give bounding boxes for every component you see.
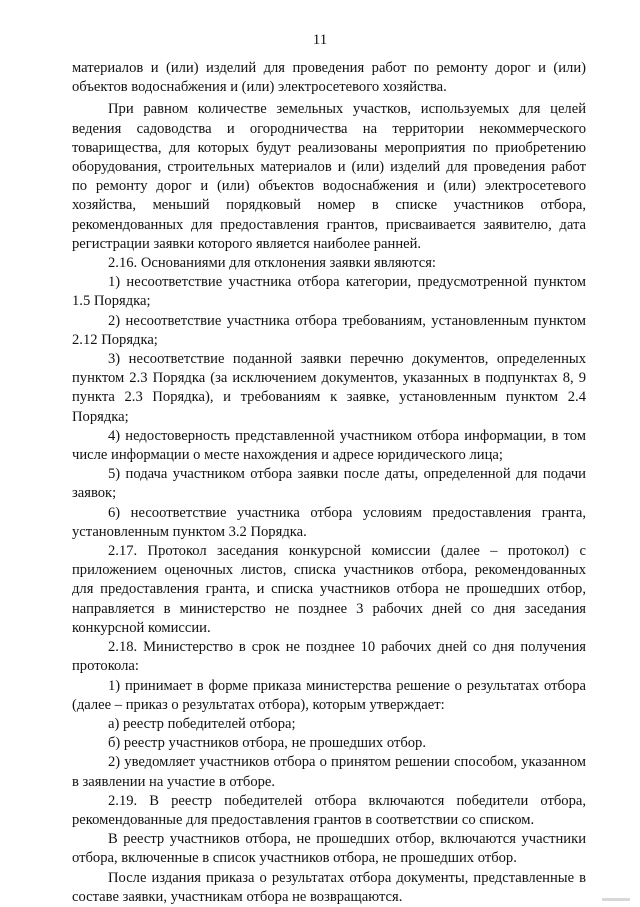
paragraph-2-19-registry: 2.19. В реестр победителей отбора включаются победители отбора, рекомендованные для предоставления грантов в соответствии со списком. [72, 792, 586, 828]
scan-mark [602, 898, 630, 901]
document-body [72, 59, 586, 907]
list-item-ministry-1: 1) принимает в форме приказа министерства решение о результатах отбора (далее – приказ о результатах отбора), которым утверждает: [72, 677, 586, 713]
paragraph-2-18-ministry: 2.18. Министерство в срок не позднее 10 рабочих дней со дня получения протокола: [72, 639, 586, 675]
list-item-rejection-4: 4) недостоверность представленной участником отбора информации, в том числе информации о месте нахождения и адресе юридического лица; [72, 427, 586, 464]
paragraph-2-17-protocol: 2.17. Протокол заседания конкурсной комиссии (далее – протокол) с приложением оценочных листов, списка участников отбора, рекомендованных для предоставления гранта, и списка участников отбора не прошедших отбор, направляется в министерство не позднее 3 рабочих дней со дня заседания конкурсной комиссии. [72, 543, 586, 636]
list-item-rejection-3: 3) несоответствие поданной заявки перечню документов, определенных пунктом 2.3 Порядка (за исключением документов, указанных в подпунктах 8, 9 пункта 2.3 Порядка), и требованиям к заявке, установленным пунктом 2.4 Порядка; [72, 351, 586, 425]
list-item-rejection-6: 6) несоответствие участника отбора условиям предоставления гранта, установленным пунктом 3.2 Порядка. [72, 504, 586, 540]
list-item-ministry-2: 2) уведомляет участников отбора о принятом решении способом, указанном в заявлении на участие в отборе. [72, 754, 586, 790]
paragraph-equal-area-rule: При равном количестве земельных участков, используемых для целей ведения садоводства и огородничества на территории некоммерческого товарищества, для которых будут реализованы мероприятия по приобретению оборудования, строительных материалов и (или) изделий для проведения работ по ремонту дорог и (или) объектов водоснабжения и (или) электросетевого хозяйства, меньший порядковый номер в списке участников отбора, рекомендованных для предоставления грантов, присваивается заявителю, дата регистрации заявки которого является наиболее ранней. [72, 101, 586, 252]
list-item-rejection-5: 5) подача участником отбора заявки после даты, определенной для подачи заявок; [72, 466, 586, 502]
paragraph-registry-non-passed: В реестр участников отбора, не прошедших отбор, включаются участники отбора, включенные в список участников отбора, не прошедших отбор. [72, 831, 586, 867]
paragraph-2-16-heading: 2.16. Основаниями для отклонения заявки являются: [108, 255, 436, 272]
list-item-ministry-1a: а) реестр победителей отбора; [108, 715, 296, 732]
paragraph-continuation: материалов и (или) изделий для проведения работ по ремонту дорог и (или) объектов водоснабжения и (или) электросетевого хозяйства. [72, 60, 586, 96]
list-item-rejection-1: 1) несоответствие участника отбора категории, предусмотренной пунктом 1.5 Порядка; [72, 274, 586, 310]
list-item-ministry-1b: б) реестр участников отбора, не прошедших отбор. [108, 735, 427, 752]
paragraph-documents-not-returned: После издания приказа о результатах отбора документы, представленные в составе заявки, участникам отбора не возвращаются. [72, 869, 586, 905]
list-item-rejection-2: 2) несоответствие участника отбора требованиям, установленным пунктом 2.12 Порядка; [72, 312, 586, 348]
page-number: 11 [312, 32, 328, 48]
